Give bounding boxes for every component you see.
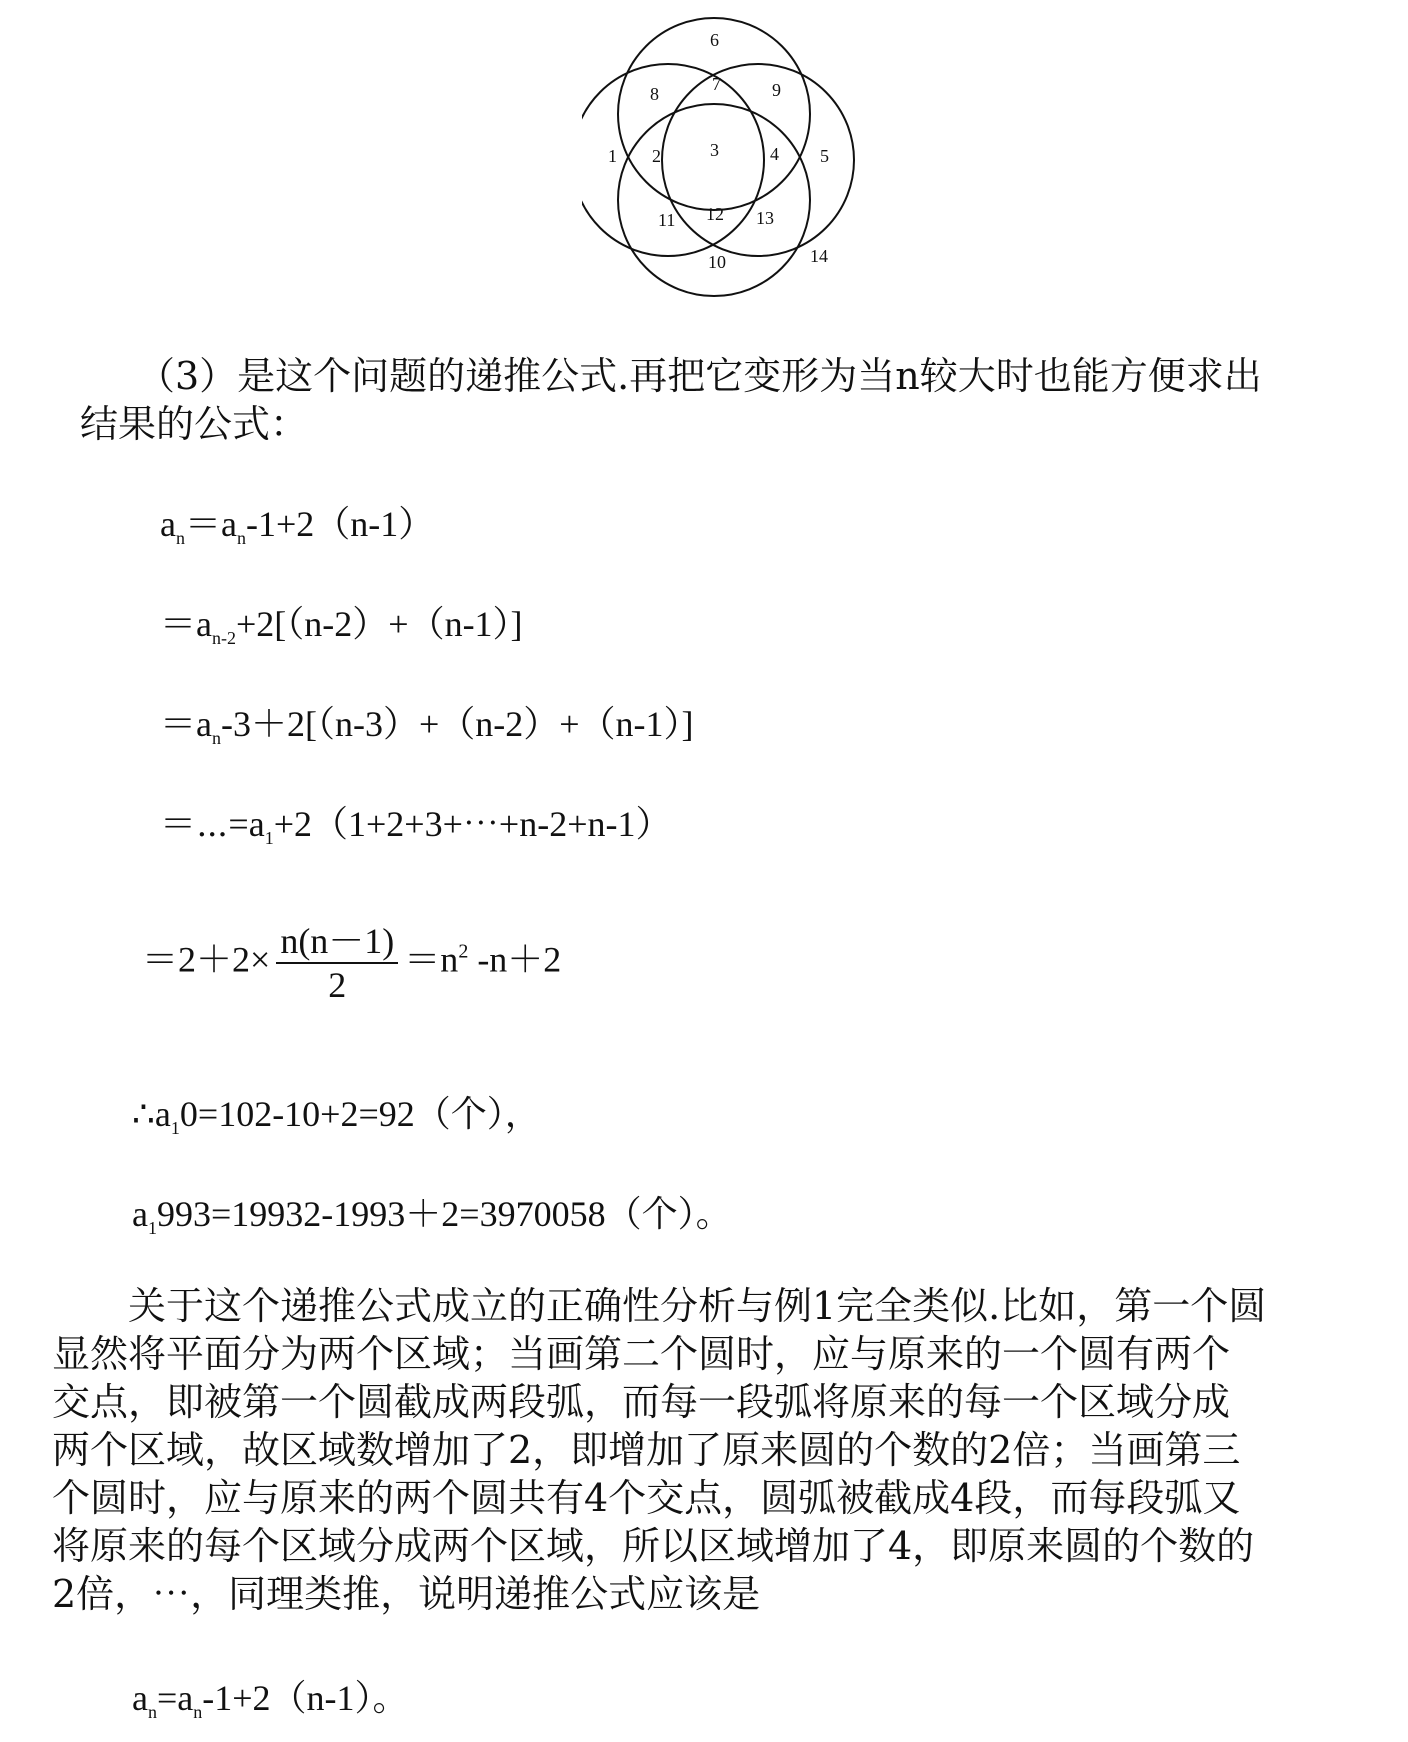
region-label: 2: [652, 146, 661, 166]
fraction: [276, 920, 398, 1006]
eq-superscript: 2: [458, 940, 469, 963]
eq-text: 993=19932-1993＋2=3970058（个）。: [156, 1194, 732, 1234]
region-label: 10: [708, 252, 726, 272]
eq-subscript: n: [236, 528, 246, 548]
analysis-line: 交点，即被第一个圆截成两段弧，而每一段弧将原来的每一个区域分成: [52, 1380, 1231, 1424]
eq-text: a: [132, 1194, 148, 1234]
region-label: 8: [650, 84, 659, 104]
equation-a10: [132, 1086, 541, 1137]
region-label: 6: [710, 30, 719, 50]
intro-line-1: （3）是这个问题的递推公式.再把它变形为当n较大时也能方便求出: [80, 354, 1262, 398]
equation-a1993: [132, 1186, 732, 1237]
region-label: 4: [770, 144, 779, 164]
analysis-line: 个圆时，应与原来的两个圆共有4个交点，圆弧被截成4段，而每段弧又: [52, 1476, 1241, 1520]
equation-step-2: [160, 596, 523, 647]
region-label: 14: [810, 246, 828, 266]
eq-text: ＝a: [160, 704, 212, 744]
fraction-denominator: 2: [328, 965, 347, 1005]
eq-subscript: n: [193, 1702, 203, 1722]
fraction-numerator: n(n－1): [276, 920, 398, 964]
region-label: 9: [772, 80, 781, 100]
equation-step-3: [160, 696, 694, 747]
region-label: 5: [820, 146, 829, 166]
region-label: 11: [658, 210, 676, 230]
eq-text: ∴a: [132, 1094, 171, 1134]
eq-text: ＝a: [184, 504, 237, 544]
region-label: 1: [608, 146, 617, 166]
eq-subscript: 1: [147, 1218, 157, 1238]
analysis-line: 显然将平面分为两个区域；当画第二个圆时，应与原来的一个圆有两个: [52, 1332, 1231, 1376]
eq-text: +2[（n-2）+（n-1）]: [235, 604, 523, 644]
eq-subscript: n: [147, 1702, 157, 1722]
eq-text: +2（1+2+3+⋯+n-2+n-1）: [273, 804, 672, 844]
region-label: 7: [712, 74, 721, 94]
eq-text: =a: [156, 1678, 194, 1718]
eq-text: -1+2（n-1）: [245, 504, 435, 544]
eq-subscript: n-2: [211, 628, 236, 648]
intro-line-2: 结果的公式：: [80, 402, 309, 446]
region-label: 13: [756, 208, 774, 228]
analysis-line: 2倍，⋯，同理类推，说明递推公式应该是: [52, 1572, 761, 1616]
eq-text: a: [132, 1678, 148, 1718]
eq-subscript: 1: [264, 828, 274, 848]
analysis-line: 两个区域，故区域数增加了2，即增加了原来圆的个数的2倍；当画第三: [52, 1428, 1241, 1472]
eq-subscript: n: [175, 528, 185, 548]
eq-subscript: n: [211, 728, 221, 748]
four-circles-diagram: [582, 10, 882, 304]
analysis-line: 关于这个递推公式成立的正确性分析与例1完全类似.比如，第一个圆: [52, 1284, 1267, 1328]
region-label: 3: [710, 140, 719, 160]
eq-text: ＝a: [160, 604, 212, 644]
eq-text: a: [160, 504, 176, 544]
equation-step-4: [160, 796, 671, 847]
equation-closed-form: [142, 920, 561, 1006]
equation-recurrence: [160, 496, 434, 547]
region-label: 12: [706, 204, 724, 224]
eq-text: -1+2（n-1）。: [202, 1678, 409, 1718]
eq-text: -n＋2: [468, 939, 562, 980]
analysis-line: 将原来的每个区域分成两个区域，所以区域增加了4，即原来圆的个数的: [52, 1524, 1255, 1568]
equation-final: [132, 1670, 409, 1721]
eq-text: ＝n: [404, 939, 459, 980]
eq-text: -3＋2[（n-3）+（n-2）+（n-1）]: [220, 704, 694, 744]
eq-subscript: 1: [170, 1118, 180, 1138]
eq-text: 0=102-10+2=92（个），: [179, 1094, 541, 1134]
eq-text: ＝⋯=a: [160, 804, 265, 844]
four-circles-svg: [582, 10, 882, 304]
eq-text: ＝2＋2×: [142, 939, 271, 980]
